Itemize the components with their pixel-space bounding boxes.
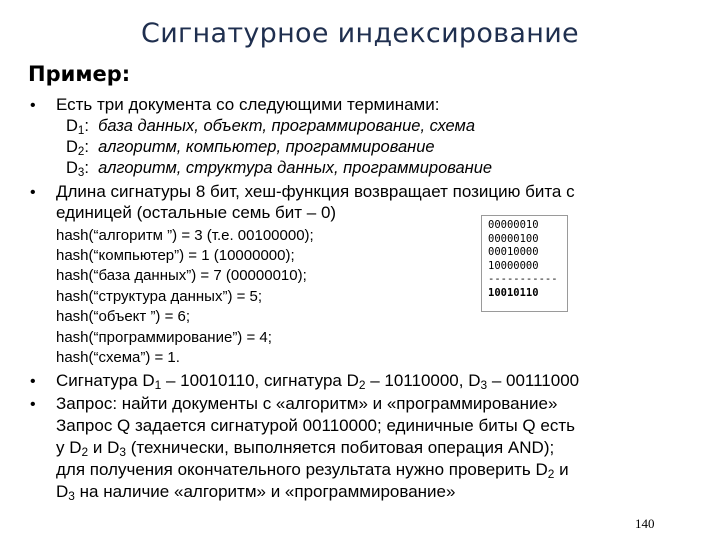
doc-terms: база данных, объект, программирование, схема [98,117,476,135]
text-run: – 00111000 [487,371,580,390]
doc-colon: : [84,117,89,135]
doc-id: D [66,138,78,156]
doc-colon: : [84,159,89,177]
text-run: у D [56,438,82,457]
text-run: и [554,460,569,479]
bullet4-line3 [56,438,554,459]
bit-result: 10010110 [488,286,539,299]
bullet4-line2: Запрос Q задается сигнатурой 00110000; единичные биты Q есть [56,416,575,435]
doc-sub: 2 [547,466,555,481]
text-run: Сигнатура D [56,371,155,390]
doc-colon: : [84,138,89,156]
text-run: на наличие «алгоритм» и «программирование» [74,482,456,501]
bullet4-line4 [56,460,569,481]
bit-row: 00010000 [488,246,539,259]
doc-id: D [66,117,78,135]
bullet-marker: • [30,184,36,201]
hash-line: hash(“структура данных”) = 5; [56,288,263,305]
text-run: – 10010110, сигнатура D [161,371,359,390]
bullet2-line2: единицей (остальные семь бит – 0) [56,203,337,222]
bullet2-line1: Длина сигнатуры 8 бит, хеш-функция возвращает позицию бита с [56,182,575,201]
bit-row: 00000100 [488,232,539,245]
bit-row: 00000010 [488,219,539,231]
bullet-marker: • [30,373,36,390]
text-run: для получения окончательного результата нужно проверить D [56,460,548,479]
doc-sub: 3 [68,488,75,503]
doc-sub: 2 [77,145,85,158]
text-run: (технически, выполняется побитовая операция AND); [125,438,555,457]
doc-sub: 1 [77,124,85,137]
hash-line: hash(“компьютер”) = 1 (10000000); [56,247,295,264]
text-run: D [56,482,69,501]
doc-sub: 3 [119,444,126,459]
doc-sub: 1 [154,377,162,392]
bit-row: 10000000 [488,259,539,272]
text-run: и D [88,438,120,457]
bullet3-text [56,371,579,392]
bit-separator: ----------- [488,273,558,286]
doc-line-2 [66,138,435,158]
bullet4-line1: Запрос: найти документы с «алгоритм» и «программирование» [56,394,558,413]
doc-id: D [66,159,78,177]
doc-terms: алгоритм, компьютер, программирование [98,138,435,156]
doc-line-1 [66,117,475,137]
bullet4-line5 [56,482,455,503]
text-run: – 10110000, D [365,371,481,390]
doc-sub: 3 [77,166,85,179]
hash-line: hash(“схема”) = 1. [56,349,180,366]
bullet1-text: Есть три документа со следующими терминами: [56,95,440,114]
page-number: 140 [635,516,655,531]
hash-line: hash(“программирование”) = 4; [56,329,272,346]
bullet-marker: • [30,97,36,114]
hash-line: hash(“объект ”) = 6; [56,308,191,325]
hash-line: hash(“алгоритм ”) = 3 (т.е. 00100000); [56,227,314,244]
doc-terms: алгоритм, структура данных, программирование [98,159,493,177]
doc-sub: 3 [480,377,488,392]
bit-or-box [481,215,568,312]
doc-sub: 2 [81,444,89,459]
example-label: Пример: [28,62,131,86]
doc-sub: 2 [358,377,366,392]
doc-line-3 [66,159,492,179]
bullet-marker: • [30,396,36,413]
hash-line: hash(“база данных”) = 7 (00000010); [56,267,307,284]
page-title: Сигнатурное индексирование [141,18,579,49]
